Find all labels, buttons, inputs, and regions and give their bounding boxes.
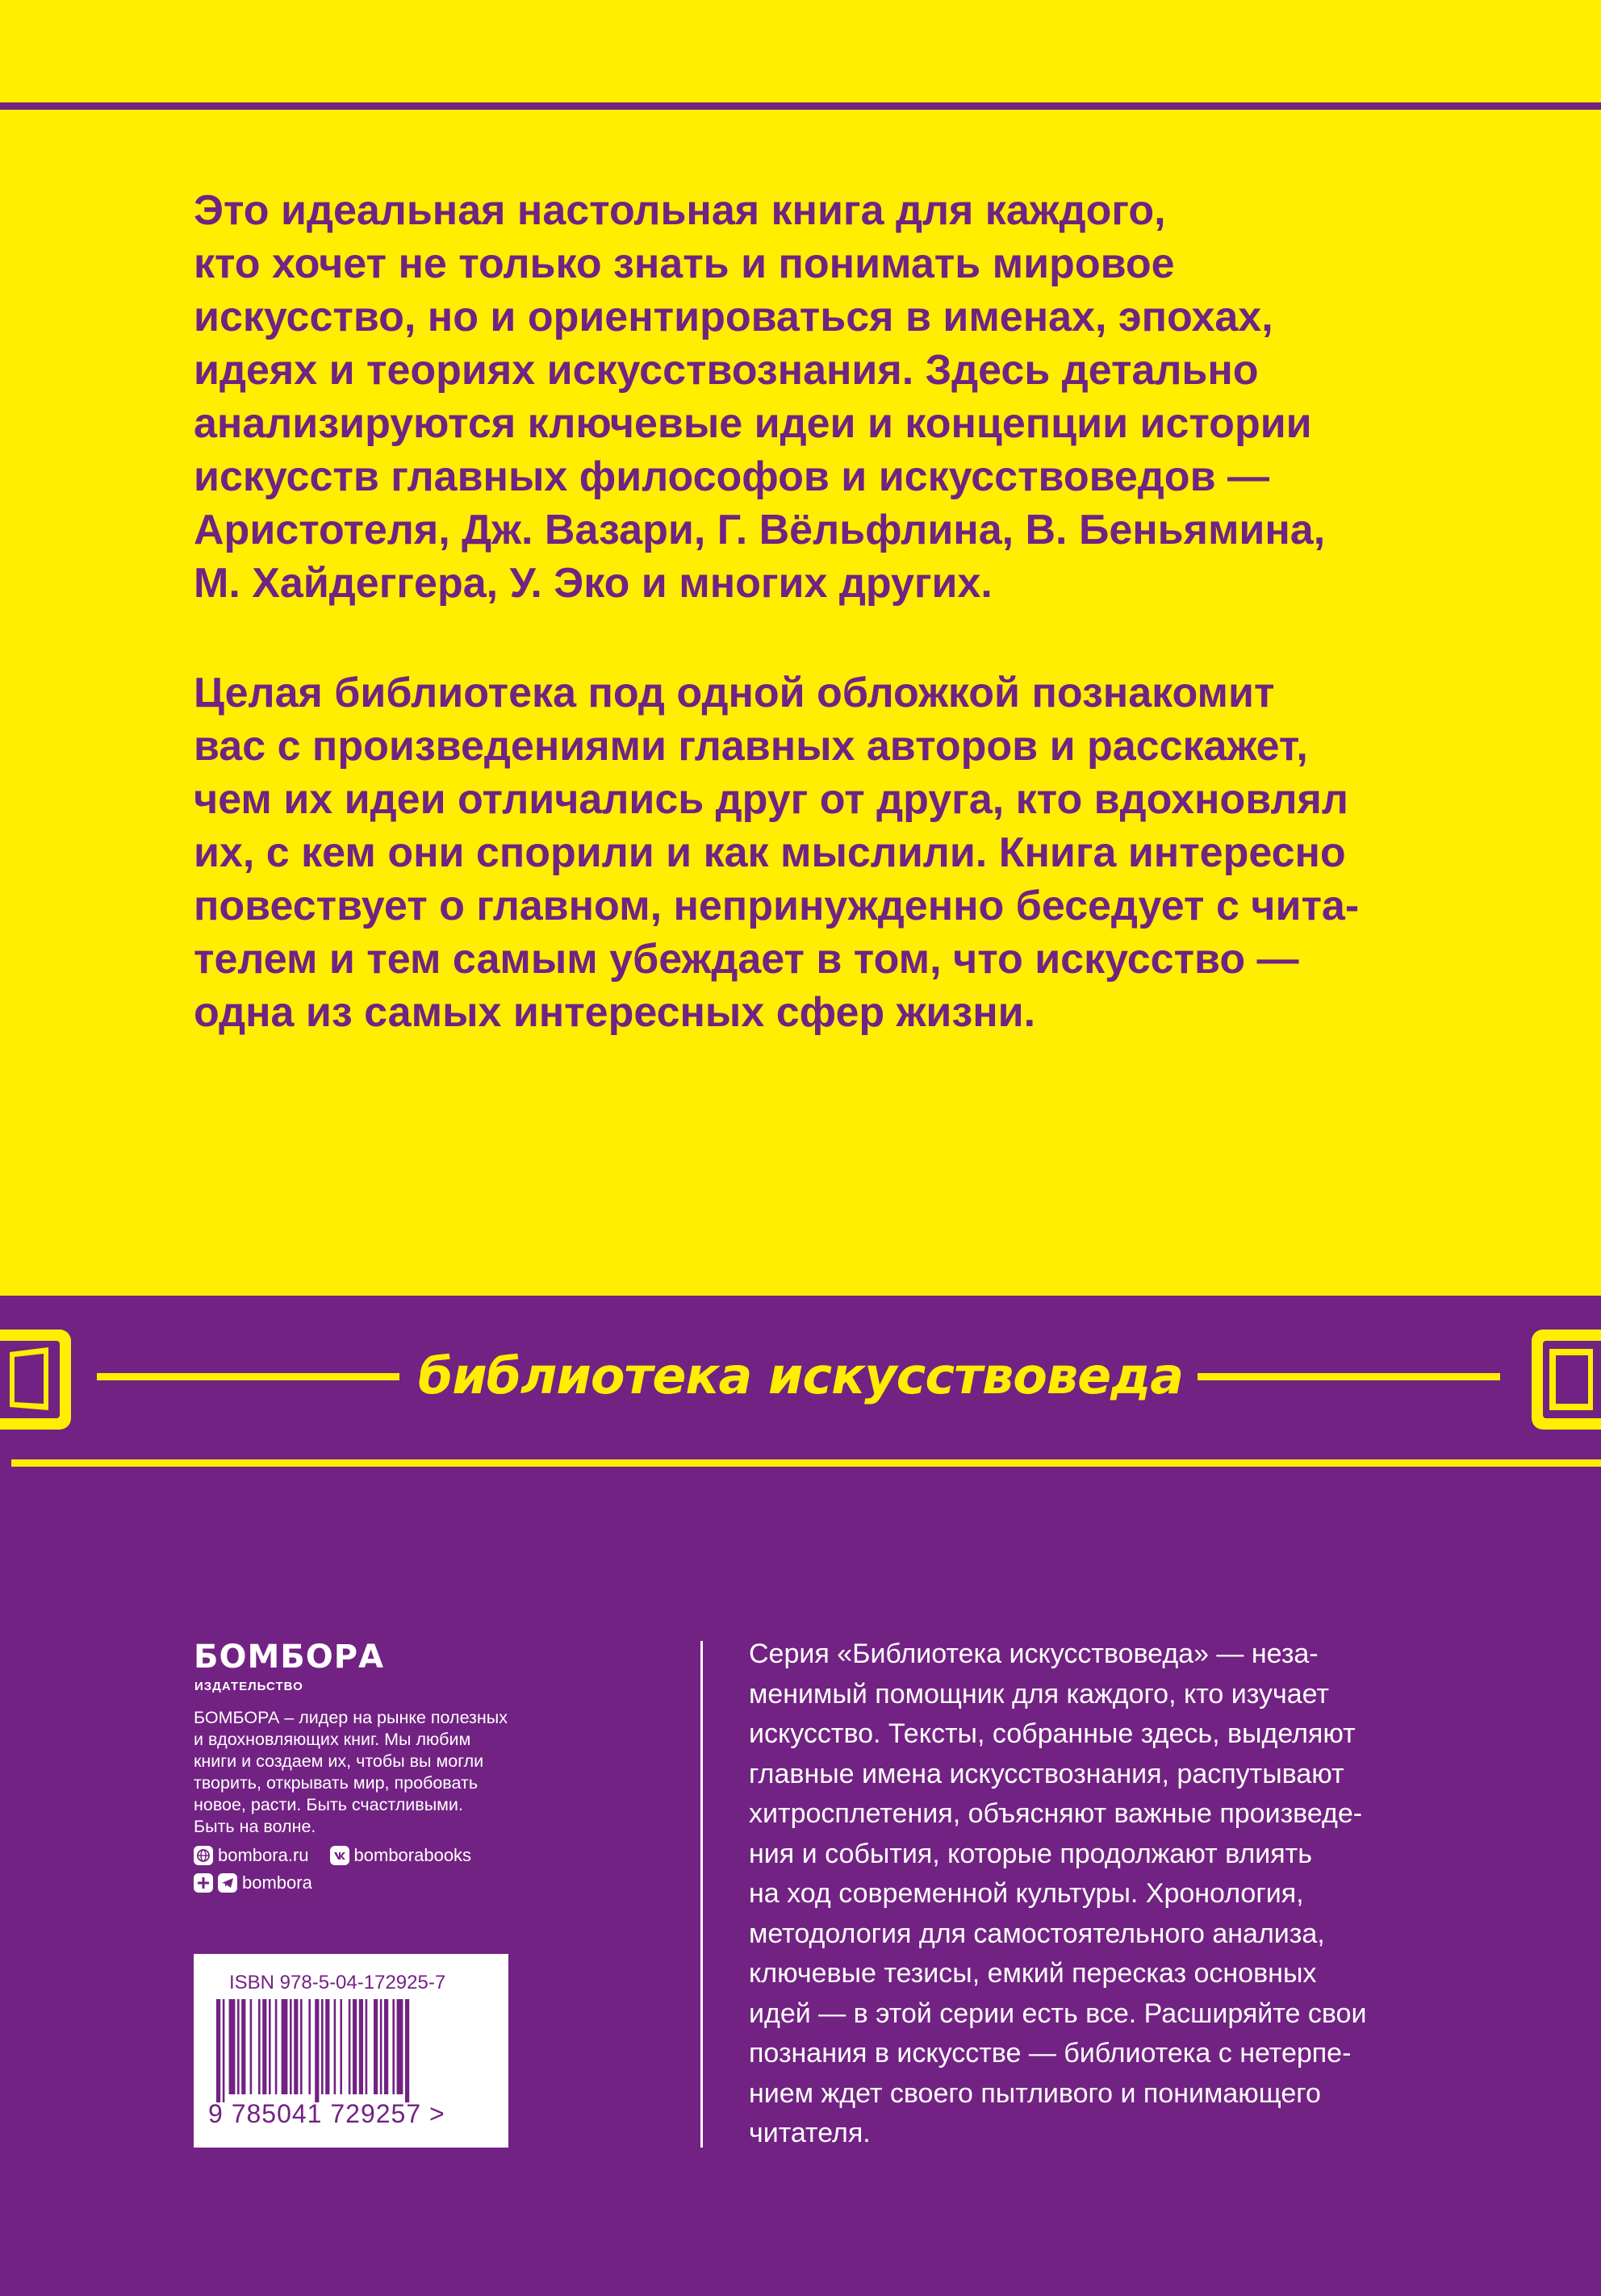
series-rule-right [1198,1373,1500,1380]
book-icon [0,1330,71,1430]
blurb-line: искусств главных философов и искусствоведов — [194,453,1269,500]
column-divider [700,1641,703,2148]
series-line: идей — в этой серии есть все. Расширяйте свои [749,1998,1367,2029]
barcode-bar [392,1999,395,2094]
globe-icon [194,1846,213,1865]
barcode-bar [275,1999,278,2094]
barcode-bar [366,1999,368,2094]
barcode-bar [380,1999,382,2094]
barcode-bar [374,1999,378,2094]
series-line: ния и события, которые продолжают влиять [749,1838,1312,1869]
series-line: искусство. Тексты, собранные здесь, выделяют [749,1718,1356,1749]
publisher-line: и вдохновляющих книг. Мы любим [194,1730,471,1749]
blurb-paragraph-2 [194,666,1517,1039]
barcode-bar [308,1999,311,2094]
barcode-bar [315,1999,319,2102]
series-line: главные имена искусствознания, распутывают [749,1758,1344,1789]
barcode-bar [334,1999,337,2094]
blurb-line: кто хочет не только знать и понимать мировое [194,240,1175,287]
blurb-line: одна из самых интересных сфер жизни. [194,989,1036,1036]
series-title: библиотека искусствоведа [417,1346,1184,1405]
series-line: нием ждет своего пытливого и понимающего [749,2077,1321,2109]
blurb-line: Это идеальная настольная книга для каждого, [194,187,1166,234]
website-link[interactable]: bombora.ru [218,1845,309,1865]
series-line: ключевые тезисы, емкий пересказ основных [749,1958,1317,1989]
barcode-bar [229,1999,236,2094]
blurb-line: Целая библиотека под одной обложкой познакомит [194,670,1275,716]
barcode-bar [269,1999,271,2094]
telegram-link[interactable]: bombora [242,1872,312,1893]
series-line: на ход современной культуры. Хронология, [749,1878,1304,1909]
social-row-2 [194,1872,312,1894]
barcode-box [194,1954,508,2148]
barcode-bar [258,1999,261,2094]
plus-icon [194,1873,213,1893]
publisher-line: книги и создаем их, чтобы вы могли [194,1751,484,1771]
book-icon [1532,1330,1601,1430]
blurb-line: М. Хайдеггера, У. Эко и многих других. [194,560,993,607]
series-description [749,1634,1556,2154]
blurb-line: вас с произведениями главных авторов и расскажет, [194,723,1308,770]
barcode-bar [294,1999,298,2094]
barcode-bar [282,1999,288,2094]
blurb-line: чем их идеи отличались друг от друга, кто вдохновлял [194,776,1348,823]
publisher-logo: БОМБОРА [194,1639,385,1676]
series-rule-left [97,1373,399,1380]
barcode-bar [349,1999,351,2094]
barcode-bar [262,1999,266,2094]
barcode-bar [405,1999,409,2102]
series-line: читателя. [749,2118,871,2148]
barcode-bar [223,1999,225,2102]
barcode-bar [359,1999,363,2094]
barcode-bar [250,1999,253,2094]
blurb-line: идеях и теориях искусствознания. Здесь детально [194,347,1259,394]
barcode-digits: 9 785041 729257 > [208,2099,445,2128]
blurb-line: их, с кем они спорили и как мыслили. Книга интересно [194,829,1346,876]
barcode-bar [216,1999,220,2102]
blurb-line: Аристотеля, Дж. Вазари, Г. Вёльфлина, В. Беньямина, [194,507,1326,553]
vk-link[interactable]: bomborabooks [353,1845,472,1865]
publisher-line: новое, расти. Быть счастливыми. [194,1795,463,1814]
series-line: менимый помощник для каждого, кто изучает [749,1678,1329,1709]
band-divider [11,1459,1601,1467]
blurb-line: телем и тем самым убеждает в том, что искусство — [194,936,1299,983]
series-line: методология для самостоятельного анализа, [749,1918,1325,1949]
blurb-line: анализируются ключевые идеи и концепции истории [194,400,1312,447]
isbn-label: ISBN 978-5-04-172925-7 [229,1972,446,1993]
publisher-description [194,1707,549,1838]
barcode-bar [384,1999,388,2094]
top-divider [0,102,1601,110]
vk-icon [330,1846,349,1865]
barcode [216,1999,483,2102]
publisher-logo-subtitle: ИЗДАТЕЛЬСТВО [194,1680,303,1693]
social-row-1 [194,1844,471,1867]
barcode-bar [397,1999,403,2094]
barcode-bar [325,1999,329,2094]
publisher-line: Быть на волне. [194,1817,316,1836]
series-line: хитросплетения, объясняют важные произведе- [749,1798,1363,1829]
publisher-line: БОМБОРА – лидер на рынке полезных [194,1708,508,1727]
barcode-bar [300,1999,303,2094]
barcode-bar [241,1999,245,2094]
barcode-bar [340,1999,342,2094]
barcode-bar [321,1999,324,2094]
series-line: Серия «Библиотека искусствоведа» — неза- [749,1639,1319,1669]
barcode-bar [237,1999,240,2094]
barcode-bar [290,1999,292,2094]
barcode-bar [353,1999,357,2094]
blurb-line: повествует о главном, непринужденно беседует с чита- [194,883,1360,929]
telegram-icon [218,1873,237,1893]
blurb-paragraph-1 [194,184,1517,610]
blurb-line: искусство, но и ориентироваться в именах, эпохах, [194,294,1273,340]
series-line: познания в искусстве — библиотека с нетерпе- [749,2038,1352,2068]
publisher-line: творить, открывать мир, пробовать [194,1773,479,1793]
